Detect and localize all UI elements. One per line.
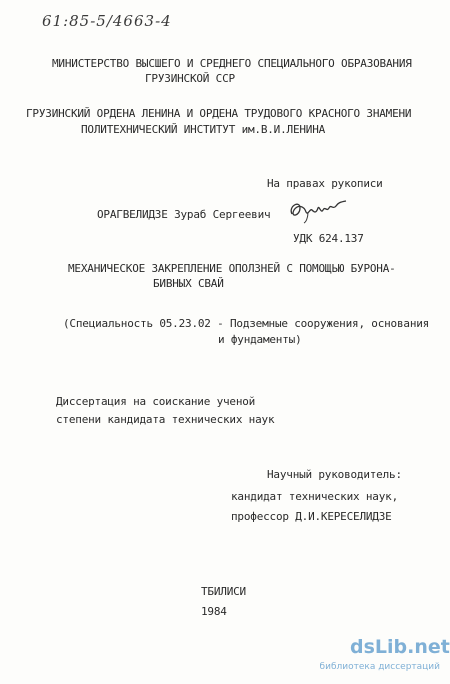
dissertation-line-1: Диссертация на соискание ученой [56, 395, 256, 408]
udk-code: УДК 624.137 [293, 232, 364, 245]
watermark-subtitle: библиотека диссертаций [319, 662, 440, 672]
institute-line-1: ГРУЗИНСКИЙ ОРДЕНА ЛЕНИНА И ОРДЕНА ТРУДОВОГО КРАСНОГО ЗНАМЕНИ [26, 107, 412, 120]
specialty-line-1: (Специальность 05.23.02 - Подземные сооружения, основания [63, 317, 430, 330]
ministry-line-2: ГРУЗИНСКОЙ ССР [145, 72, 235, 85]
supervisor-degree: кандидат технических наук, [231, 490, 398, 503]
archive-number: 61:85-5/4663-4 [42, 12, 172, 30]
ministry-line-1: МИНИСТЕРСТВО ВЫСШЕГО И СРЕДНЕГО СПЕЦИАЛЬНОГО ОБРАЗОВАНИЯ [52, 57, 412, 70]
manuscript-note: На правах рукописи [267, 177, 383, 190]
watermark-logo: dsLib.net [350, 636, 450, 658]
title-line-1: МЕХАНИЧЕСКОЕ ЗАКРЕПЛЕНИЕ ОПОЛЗНЕЙ С ПОМОЩЬЮ БУРОНА- [68, 262, 396, 275]
specialty-line-2: и фундаменты) [218, 333, 302, 346]
institute-line-2: ПОЛИТЕХНИЧЕСКИЙ ИНСТИТУТ им.В.И.ЛЕНИНА [81, 123, 326, 136]
title-line-2: БИВНЫХ СВАЙ [153, 277, 224, 290]
city: ТБИЛИСИ [201, 585, 246, 598]
author-name: ОРАГВЕЛИДЗЕ Зураб Сергеевич [97, 208, 271, 221]
dissertation-line-2: степени кандидата технических наук [56, 413, 275, 426]
supervisor-label: Научный руководитель: [267, 468, 402, 481]
year: 1984 [201, 605, 227, 618]
watermark [319, 636, 450, 672]
author-signature [286, 196, 352, 224]
supervisor-name: профессор Д.И.КЕРЕСЕЛИДЗЕ [231, 510, 392, 523]
